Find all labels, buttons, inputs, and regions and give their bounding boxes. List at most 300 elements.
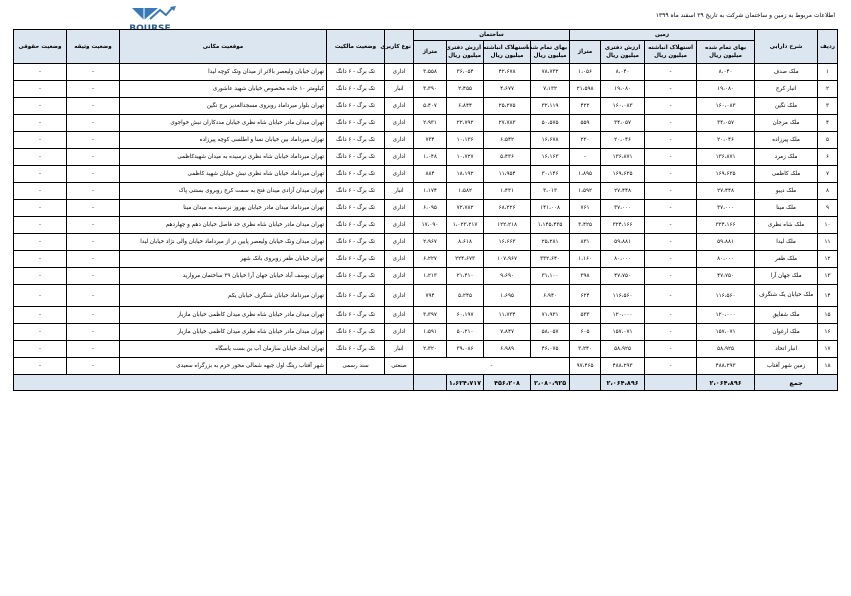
cell-sakhteman-book: ۵،۲۴۵ xyxy=(447,285,484,307)
cell-noe-karbari: اداری xyxy=(385,115,414,132)
cell-sakhteman-book: ۱۰،۱۳۶ xyxy=(447,132,484,149)
cell-mogheiat: تهران میرداماد خیابان شاه نظری نرسیده به میدان شهیدکاظمی xyxy=(120,149,327,166)
cell-sakhteman-book: ۲۲،۷۹۲ xyxy=(447,115,484,132)
cell-sakhteman-cost: ۴۶،۰۷۵ xyxy=(531,341,570,358)
cell-zamin-book: ۵۹،۸۸۱ xyxy=(601,234,645,251)
cell-sharh: زمین شهر آفتاب xyxy=(755,358,818,375)
cell-sakhteman-cost: ۳۰،۱۴۶ xyxy=(531,166,570,183)
cell-vaziat-malekiat: تک برگ - ۶ دانگ xyxy=(327,183,385,200)
total-row xyxy=(14,375,838,391)
cell-zamin-cost: ۱۵۷،۰۷۱ xyxy=(697,324,755,341)
cell-noe-karbari: انبار xyxy=(385,341,414,358)
cell-zamin-book: ۵۸،۹۲۵ xyxy=(601,341,645,358)
cell-sakhteman-area: ۱،۲۱۳ xyxy=(414,268,447,285)
cell-sakhteman-dep: ۱۱،۷۳۴ xyxy=(484,307,531,324)
cell-vasighe: - xyxy=(67,64,120,81)
cell-mogheiat: تهران اتحاد خیابان سازمان آب بن بست یاسگاه xyxy=(120,341,327,358)
cell-zamin-book: ۳۲۴،۱۶۶ xyxy=(601,217,645,234)
cell-hoghoghi: - xyxy=(14,285,67,307)
cell-sakhteman-cost: ۷۸،۷۳۲ xyxy=(531,64,570,81)
cell-zamin-cost: ۵۸،۹۲۵ xyxy=(697,341,755,358)
cell-vaziat-malekiat: تک برگ - ۶ دانگ xyxy=(327,200,385,217)
cell-radif: ۲ xyxy=(818,81,838,98)
cell-sakhteman-cost: ۵۰،۵۷۵ xyxy=(531,115,570,132)
cell-zamin-area: ۵۵۹ xyxy=(570,115,601,132)
cell-sakhteman-dep: ۱۶،۶۶۳ xyxy=(484,234,531,251)
property-table xyxy=(13,29,838,391)
cell-radif: ۵ xyxy=(818,132,838,149)
cell-hoghoghi: - xyxy=(14,324,67,341)
cell-noe-karbari: صنعتی xyxy=(385,358,414,375)
table-row xyxy=(14,81,838,98)
cell-zamin-book: ۱۵۷،۰۷۱ xyxy=(601,324,645,341)
cell-sakhteman-cost: ۱۶،۶۷۸ xyxy=(531,132,570,149)
cell-sakhteman-book: ۱۸،۱۹۲ xyxy=(447,166,484,183)
cell-vasighe: - xyxy=(67,115,120,132)
cell-hoghoghi: - xyxy=(14,166,67,183)
table-row xyxy=(14,132,838,149)
header-sakhteman: ساختمان xyxy=(414,30,570,41)
cell-radif: ۱۱ xyxy=(818,234,838,251)
cell-zamin-book: ۱۱۶،۵۶۰ xyxy=(601,285,645,307)
total-sakhteman-book: ۱،۶۲۴،۷۱۷ xyxy=(447,375,484,391)
cell-zamin-dep: - xyxy=(645,132,697,149)
cell-sakhteman-book: ۲،۴۵۵ xyxy=(447,81,484,98)
cell-hoghoghi: - xyxy=(14,132,67,149)
cell-zamin-dep: - xyxy=(645,217,697,234)
cell-vaziat-malekiat: تک برگ - ۶ دانگ xyxy=(327,115,385,132)
cell-hoghoghi: - xyxy=(14,341,67,358)
cell-sakhteman-cost: ۱،۱۴۵،۴۳۵ xyxy=(531,217,570,234)
cell-zamin-book: ۸،۰۴۰ xyxy=(601,64,645,81)
cell-sharh: ملک خیابان یک شنگرف xyxy=(755,285,818,307)
cell-sakhteman-dep: ۴،۶۷۷ xyxy=(484,81,531,98)
cell-vaziat-malekiat: تک برگ - ۶ دانگ xyxy=(327,217,385,234)
cell-mogheiat: تهران میرداماد خیابان شاه نظری نبش خیابان شهید کاظمی xyxy=(120,166,327,183)
cell-zamin-cost: ۴۸۸،۲۹۳ xyxy=(697,358,755,375)
table-row xyxy=(14,251,838,268)
cell-sakhteman-area: ۱۷،۰۹۰ xyxy=(414,217,447,234)
total-sakhteman-area xyxy=(414,375,447,391)
cell-hoghoghi: - xyxy=(14,64,67,81)
cell-sharh: ملک دیبو xyxy=(755,183,818,200)
cell-sakhteman-dep: ۶،۹۸۹ xyxy=(484,341,531,358)
cell-zamin-book: ۱۶۹،۶۲۵ xyxy=(601,166,645,183)
cell-sharh: ملک ارغوان xyxy=(755,324,818,341)
cell-sakhteman-area: ۶،۲۲۷ xyxy=(414,251,447,268)
cell-mogheiat: تهران یوسف آباد خیابان جهان آرا خیابان ۳۹ ساختمان مروارید xyxy=(120,268,327,285)
cell-noe-karbari: اداری xyxy=(385,217,414,234)
cell-noe-karbari: اداری xyxy=(385,307,414,324)
cell-sakhteman-area: ۵،۴۰۷ xyxy=(414,98,447,115)
cell-zamin-dep: - xyxy=(645,251,697,268)
cell-zamin-cost: ۲۷،۴۴۸ xyxy=(697,183,755,200)
table-row xyxy=(14,285,838,307)
header-vasighe: وضعیت وثیقه xyxy=(67,30,120,64)
cell-zamin-area: ۳،۲۴۰ xyxy=(570,341,601,358)
cell-noe-karbari: اداری xyxy=(385,98,414,115)
cell-vasighe: - xyxy=(67,183,120,200)
total-sakhteman-cost: ۲،۰۸۰،۹۲۵ xyxy=(531,375,570,391)
cell-sakhteman-area: ۱،۰۴۸ xyxy=(414,149,447,166)
cell-zamin-dep: - xyxy=(645,341,697,358)
cell-zamin-cost: ۳۲۴،۱۶۶ xyxy=(697,217,755,234)
cell-sakhteman-dep: ۱۱،۹۵۴ xyxy=(484,166,531,183)
cell-vasighe: - xyxy=(67,81,120,98)
cell-vasighe: - xyxy=(67,132,120,149)
cell-mogheiat: تهران خیابان ولیعصر بالاتر از میدان ونک کوچه لیدا xyxy=(120,64,327,81)
cell-zamin-book: ۳۷،۰۰۰ xyxy=(601,200,645,217)
cell-zamin-cost: ۵۹،۸۸۱ xyxy=(697,234,755,251)
cell-sakhteman-cost: ۱۴۱،۰۰۸ xyxy=(531,200,570,217)
cell-vasighe: - xyxy=(67,251,120,268)
table-row xyxy=(14,166,838,183)
cell-zamin-book: ۱۲۰،۰۰۰ xyxy=(601,307,645,324)
cell-hoghoghi: - xyxy=(14,234,67,251)
cell-sakhteman-cost: ۳۳۲،۶۴۰ xyxy=(531,251,570,268)
cell-zamin-cost: ۲۰،۰۴۶ xyxy=(697,132,755,149)
cell-zamin-area: - xyxy=(570,149,601,166)
cell-hoghoghi: - xyxy=(14,149,67,166)
cell-mogheiat: کیلومتر ۱۰ جاده مخصوص خیابان شهید عاشوری xyxy=(120,81,327,98)
cell-sakhteman-book: ۸،۶۱۸ xyxy=(447,234,484,251)
cell-vasighe: - xyxy=(67,285,120,307)
cell-vasighe: - xyxy=(67,307,120,324)
cell-sakhteman-area: ۲،۳۲۰ xyxy=(414,341,447,358)
table-row xyxy=(14,98,838,115)
header-noe-karbari: نوع کاربری xyxy=(385,30,414,64)
cell-sakhteman-merged: - xyxy=(414,358,570,375)
cell-mogheiat: تهران بلوار میرداماد روبروی مسجدالغدیر برج نگین xyxy=(120,98,327,115)
cell-sakhteman-dep: ۱۲۲،۲۱۸ xyxy=(484,217,531,234)
cell-zamin-dep: - xyxy=(645,234,697,251)
cell-sakhteman-book: ۳۹،۰۸۶ xyxy=(447,341,484,358)
cell-zamin-area: ۱،۰۵۶ xyxy=(570,64,601,81)
cell-vaziat-malekiat: تک برگ - ۶ دانگ xyxy=(327,324,385,341)
cell-vaziat-malekiat: تک برگ - ۶ دانگ xyxy=(327,268,385,285)
cell-sakhteman-area: ۳،۵۵۸ xyxy=(414,64,447,81)
cell-sakhteman-area: ۶،۰۹۵ xyxy=(414,200,447,217)
cell-sakhteman-area: ۷۳۴ xyxy=(414,132,447,149)
cell-radif: ۱۴ xyxy=(818,285,838,307)
cell-zamin-area: ۹۷،۴۶۵ xyxy=(570,358,601,375)
cell-sakhteman-dep: ۶،۵۴۲ xyxy=(484,132,531,149)
report-caption: اطلاعات مربوط به زمین و ساختمان شرکت به تاریخ ۲۹ اسفند ماه ۱۳۹۹ xyxy=(655,12,835,19)
cell-zamin-dep: - xyxy=(645,200,697,217)
cell-sakhteman-dep: ۲۵،۲۷۵ xyxy=(484,98,531,115)
cell-zamin-area: ۳،۴۲۵ xyxy=(570,217,601,234)
total-zamin-dep xyxy=(645,375,697,391)
cell-mogheiat: تهران میرداماد خیابان شنگرف خیابان یکم xyxy=(120,285,327,307)
cell-mogheiat: تهران میدان مادر خیابان شاه نظری خیابان مددکاران نبش خواجوی xyxy=(120,115,327,132)
cell-noe-karbari: انبار xyxy=(385,183,414,200)
table-row xyxy=(14,268,838,285)
cell-sakhteman-book: ۲۲۴،۶۷۳ xyxy=(447,251,484,268)
total-sakhteman-dep: ۴۵۶،۲۰۸ xyxy=(484,375,531,391)
cell-radif: ۱۸ xyxy=(818,358,838,375)
cell-vaziat-malekiat: تک برگ - ۶ دانگ xyxy=(327,64,385,81)
cell-mogheiat: تهران میرداماد بین خیابان نسا و اطلسی کوچه پیرزاده xyxy=(120,132,327,149)
cell-sakhteman-dep: ۲۷،۷۸۳ xyxy=(484,115,531,132)
cell-vasighe: - xyxy=(67,358,120,375)
cell-zamin-cost: ۳۷،۰۰۰ xyxy=(697,200,755,217)
cell-zamin-cost: ۸،۰۴۰ xyxy=(697,64,755,81)
cell-zamin-cost: ۸۰،۰۰۰ xyxy=(697,251,755,268)
cell-zamin-book: ۱۹،۰۸۰ xyxy=(601,81,645,98)
header-zamin-book: ارزش دفتری میلیون ریال xyxy=(601,41,645,64)
cell-sakhteman-cost: ۲۵،۲۸۱ xyxy=(531,234,570,251)
table-row xyxy=(14,358,838,375)
cell-sakhteman-book: ۱۰،۷۲۷ xyxy=(447,149,484,166)
cell-radif: ۳ xyxy=(818,98,838,115)
cell-sakhteman-book: ۶،۸۴۴ xyxy=(447,98,484,115)
header-mogheiat: موقعیت مکانی xyxy=(120,30,327,64)
cell-sakhteman-cost: ۳۲،۱۱۹ xyxy=(531,98,570,115)
cell-sakhteman-book: ۷۲،۷۸۲ xyxy=(447,200,484,217)
header-sharh: شرح دارایی xyxy=(755,30,818,64)
cell-zamin-area: ۲۲۰ xyxy=(570,132,601,149)
cell-vaziat-malekiat: سند رسمی xyxy=(327,358,385,375)
cell-sakhteman-dep: ۷،۸۴۷ xyxy=(484,324,531,341)
cell-zamin-area: ۱،۵۹۲ xyxy=(570,183,601,200)
cell-zamin-dep: - xyxy=(645,98,697,115)
cell-sakhteman-book: ۱،۰۲۳،۲۱۷ xyxy=(447,217,484,234)
header-sakhteman-area: متراژ xyxy=(414,41,447,64)
cell-zamin-dep: - xyxy=(645,307,697,324)
table-row xyxy=(14,217,838,234)
cell-mogheiat: تهران میدان مادر خیابان شاه نظری میدان کاظمی خیابان مازیار xyxy=(120,307,327,324)
cell-mogheiat: تهران میرداماد میدان مادر خیابان بهروز نرسیده به میدان مینا xyxy=(120,200,327,217)
cell-zamin-dep: - xyxy=(645,183,697,200)
cell-radif: ۶ xyxy=(818,149,838,166)
cell-sharh: ملک مینا xyxy=(755,200,818,217)
cell-hoghoghi: - xyxy=(14,200,67,217)
cell-sakhteman-area: ۸۸۴ xyxy=(414,166,447,183)
cell-zamin-book: ۱۶۰،۰۸۳ xyxy=(601,98,645,115)
cell-sharh: ملک شاه نظری xyxy=(755,217,818,234)
cell-sakhteman-dep: ۵،۴۳۶ xyxy=(484,149,531,166)
table-row xyxy=(14,307,838,324)
total-label: جمع xyxy=(755,375,838,391)
cell-radif: ۷ xyxy=(818,166,838,183)
cell-hoghoghi: - xyxy=(14,217,67,234)
cell-zamin-area: ۷۶۱ xyxy=(570,200,601,217)
header-sakhteman-book: ارزش دفتری میلیون ریال xyxy=(447,41,484,64)
cell-vasighe: - xyxy=(67,268,120,285)
header-zamin-area: متراژ xyxy=(570,41,601,64)
cell-sakhteman-cost: ۵۸،۰۵۷ xyxy=(531,324,570,341)
cell-noe-karbari: اداری xyxy=(385,268,414,285)
cell-hoghoghi: - xyxy=(14,358,67,375)
cell-sakhteman-area: ۱،۱۷۴ xyxy=(414,183,447,200)
cell-sakhteman-dep: ۴۲،۶۷۸ xyxy=(484,64,531,81)
cell-noe-karbari: انبار xyxy=(385,81,414,98)
table-row xyxy=(14,115,838,132)
cell-zamin-cost: ۴۷،۷۵۰ xyxy=(697,268,755,285)
cell-vaziat-malekiat: تک برگ - ۶ دانگ xyxy=(327,307,385,324)
cell-zamin-book: ۱۳۶،۸۷۱ xyxy=(601,149,645,166)
cell-noe-karbari: اداری xyxy=(385,64,414,81)
cell-vasighe: - xyxy=(67,149,120,166)
cell-radif: ۱۶ xyxy=(818,324,838,341)
cell-zamin-area: ۶۲۴ xyxy=(570,285,601,307)
cell-zamin-area: ۳۹۸ xyxy=(570,268,601,285)
cell-radif: ۸ xyxy=(818,183,838,200)
cell-sharh: ملک جهان آرا xyxy=(755,268,818,285)
cell-sharh: ملک کاظمی xyxy=(755,166,818,183)
cell-sakhteman-cost: ۶،۹۴۰ xyxy=(531,285,570,307)
cell-zamin-cost: ۱۹،۰۸۰ xyxy=(697,81,755,98)
cell-zamin-book: ۴۷،۷۵۰ xyxy=(601,268,645,285)
cell-zamin-dep: - xyxy=(645,324,697,341)
total-blank xyxy=(14,375,414,391)
cell-vaziat-malekiat: تک برگ - ۶ دانگ xyxy=(327,98,385,115)
cell-mogheiat: تهران میدان آزادی میدان فتح به سمت کرج روبروی بستنی پاک xyxy=(120,183,327,200)
header-zamin-cost: بهای تمام شده میلیون ریال xyxy=(697,41,755,64)
header-hoghoghi: وضعیت حقوقی xyxy=(14,30,67,64)
cell-zamin-dep: - xyxy=(645,285,697,307)
cell-zamin-cost: ۱۲۰،۰۰۰ xyxy=(697,307,755,324)
cell-zamin-dep: - xyxy=(645,166,697,183)
cell-zamin-area: ۸۳۱ xyxy=(570,234,601,251)
header-radif: ردیف xyxy=(818,30,838,64)
cell-vaziat-malekiat: تک برگ - ۶ دانگ xyxy=(327,285,385,307)
cell-hoghoghi: - xyxy=(14,268,67,285)
cell-zamin-book: ۲۰،۰۴۶ xyxy=(601,132,645,149)
cell-vasighe: - xyxy=(67,217,120,234)
cell-sharh: ملک شقایق xyxy=(755,307,818,324)
cell-sakhteman-cost: ۷۱،۹۳۱ xyxy=(531,307,570,324)
cell-noe-karbari: اداری xyxy=(385,234,414,251)
cell-sakhteman-area: ۳،۳۹۷ xyxy=(414,307,447,324)
cell-sharh: ملک نگین xyxy=(755,98,818,115)
cell-vaziat-malekiat: تک برگ - ۶ دانگ xyxy=(327,234,385,251)
cell-zamin-dep: - xyxy=(645,81,697,98)
cell-noe-karbari: اداری xyxy=(385,149,414,166)
cell-radif: ۱۵ xyxy=(818,307,838,324)
cell-zamin-cost: ۱۳۶،۸۷۱ xyxy=(697,149,755,166)
cell-radif: ۹ xyxy=(818,200,838,217)
cell-radif: ۱۷ xyxy=(818,341,838,358)
cell-zamin-dep: - xyxy=(645,115,697,132)
cell-hoghoghi: - xyxy=(14,98,67,115)
total-zamin-area xyxy=(570,375,601,391)
cell-sharh: ملک لیدا xyxy=(755,234,818,251)
cell-hoghoghi: - xyxy=(14,183,67,200)
cell-vasighe: - xyxy=(67,166,120,183)
cell-mogheiat: تهران خیابان ظفر روبروی بانک شهر xyxy=(120,251,327,268)
cell-sakhteman-book: ۵۰،۲۱۰ xyxy=(447,324,484,341)
header-zamin: زمین xyxy=(570,30,755,41)
cell-noe-karbari: اداری xyxy=(385,132,414,149)
cell-mogheiat: تهران میدان مادر خیابان شاه نظری حد فاصل خیابان دهم و چهاردهم xyxy=(120,217,327,234)
cell-hoghoghi: - xyxy=(14,251,67,268)
cell-zamin-dep: - xyxy=(645,358,697,375)
cell-sharh: انبار کرج xyxy=(755,81,818,98)
cell-zamin-cost: ۱۶۰،۰۸۳ xyxy=(697,98,755,115)
cell-zamin-book: ۳۴،۰۵۷ xyxy=(601,115,645,132)
cell-sharh: ملک پیرزاده xyxy=(755,132,818,149)
cell-vaziat-malekiat: تک برگ - ۶ دانگ xyxy=(327,341,385,358)
cell-sakhteman-cost: ۷،۱۳۲ xyxy=(531,81,570,98)
cell-sakhteman-book: ۶۰،۱۹۷ xyxy=(447,307,484,324)
cell-zamin-area: ۶۰۵ xyxy=(570,324,601,341)
cell-hoghoghi: - xyxy=(14,81,67,98)
cell-vaziat-malekiat: تک برگ - ۶ دانگ xyxy=(327,149,385,166)
table-row xyxy=(14,149,838,166)
cell-noe-karbari: اداری xyxy=(385,285,414,307)
cell-vasighe: - xyxy=(67,200,120,217)
total-zamin-book: ۲،۰۶۴،۸۹۶ xyxy=(601,375,645,391)
cell-sakhteman-area: ۳،۳۹۰ xyxy=(414,81,447,98)
cell-noe-karbari: اداری xyxy=(385,324,414,341)
table-row xyxy=(14,341,838,358)
cell-sakhteman-area: ۷۹۴ xyxy=(414,285,447,307)
cell-sharh: انبار اتحاد xyxy=(755,341,818,358)
cell-sakhteman-book: ۱،۵۸۲ xyxy=(447,183,484,200)
cell-sakhteman-dep: ۶۸،۲۲۶ xyxy=(484,200,531,217)
cell-sharh: ملک ظفر xyxy=(755,251,818,268)
header-row-1 xyxy=(14,30,838,41)
cell-vaziat-malekiat: تک برگ - ۶ دانگ xyxy=(327,132,385,149)
cell-zamin-cost: ۳۴،۰۵۷ xyxy=(697,115,755,132)
header-sakhteman-cost: بهای تمام شده میلیون ریال xyxy=(531,41,570,64)
table-row xyxy=(14,234,838,251)
cell-radif: ۱۰ xyxy=(818,217,838,234)
cell-noe-karbari: اداری xyxy=(385,166,414,183)
cell-vasighe: - xyxy=(67,341,120,358)
table-row xyxy=(14,183,838,200)
cell-sakhteman-book: ۳۶،۰۵۴ xyxy=(447,64,484,81)
cell-mogheiat: تهران میدان مادر خیابان شاه نظری میدان کاظمی خیابان مازیار xyxy=(120,324,327,341)
cell-hoghoghi: - xyxy=(14,307,67,324)
cell-radif: ۱۲ xyxy=(818,251,838,268)
header-zamin-dep: استهلاک انباشته میلیون ریال xyxy=(645,41,697,64)
cell-zamin-area: ۱،۸۹۵ xyxy=(570,166,601,183)
cell-sakhteman-dep: ۱،۴۳۱ xyxy=(484,183,531,200)
cell-mogheiat: شهر آفتاب رینگ اول جبهه شمالی محور حرم به بزرگراه سعیدی xyxy=(120,358,327,375)
total-zamin-cost: ۲،۰۶۴،۸۹۶ xyxy=(697,375,755,391)
cell-sakhteman-dep: ۱۰۷،۹۶۷ xyxy=(484,251,531,268)
cell-sakhteman-cost: ۳،۰۱۳ xyxy=(531,183,570,200)
cell-vasighe: - xyxy=(67,98,120,115)
header-sakhteman-dep: استهلاک انباشته میلیون ریال xyxy=(484,41,531,64)
cell-zamin-dep: - xyxy=(645,268,697,285)
cell-zamin-book: ۲۷،۴۴۸ xyxy=(601,183,645,200)
cell-sharh: ملک صدف xyxy=(755,64,818,81)
cell-zamin-area: ۵۳۳ xyxy=(570,307,601,324)
cell-zamin-dep: - xyxy=(645,64,697,81)
cell-zamin-area: ۱،۱۶۰ xyxy=(570,251,601,268)
cell-noe-karbari: اداری xyxy=(385,200,414,217)
cell-sakhteman-cost: ۳۱،۱۰۰ xyxy=(531,268,570,285)
cell-vaziat-malekiat: تک برگ - ۶ دانگ xyxy=(327,251,385,268)
cell-sharh: ملک زمرد xyxy=(755,149,818,166)
cell-sakhteman-dep: ۱،۶۹۵ xyxy=(484,285,531,307)
cell-sakhteman-book: ۲۱،۴۱۰ xyxy=(447,268,484,285)
cell-zamin-cost: ۱۶۹،۶۲۵ xyxy=(697,166,755,183)
cell-sakhteman-area: ۲،۹۶۷ xyxy=(414,234,447,251)
cell-vasighe: - xyxy=(67,324,120,341)
cell-radif: ۱۳ xyxy=(818,268,838,285)
cell-sakhteman-area: ۲،۹۳۱ xyxy=(414,115,447,132)
table-row xyxy=(14,200,838,217)
cell-radif: ۱ xyxy=(818,64,838,81)
cell-vaziat-malekiat: تک برگ - ۶ دانگ xyxy=(327,81,385,98)
cell-sakhteman-area: ۱،۵۹۱ xyxy=(414,324,447,341)
cell-sakhteman-cost: ۱۶،۱۶۳ xyxy=(531,149,570,166)
cell-zamin-book: ۴۸۸،۲۹۳ xyxy=(601,358,645,375)
